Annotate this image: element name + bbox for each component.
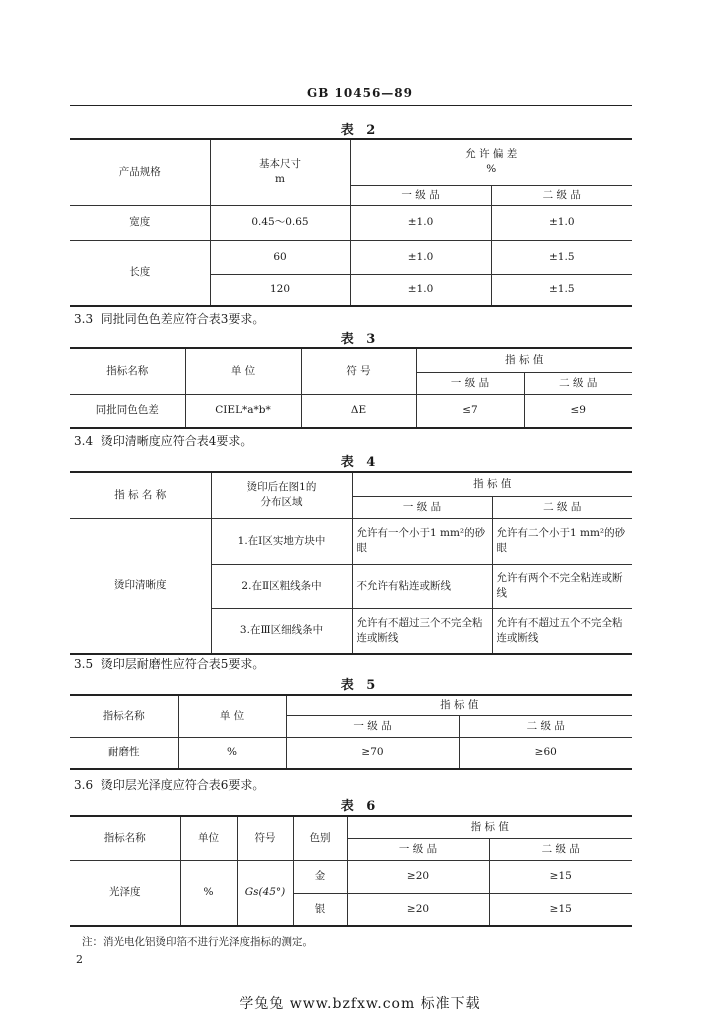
table2-cell: ±1.0 — [491, 205, 632, 240]
table5-header-value: 指 标 值 — [286, 695, 632, 715]
section-number: 3.4 — [74, 434, 94, 448]
table-row — [70, 737, 632, 769]
table5-cell: ≥70 — [286, 737, 459, 769]
table6-header-name: 指标名称 — [70, 816, 180, 860]
table2-header-spec: 产品规格 — [70, 139, 210, 205]
section-3-4 — [74, 432, 252, 449]
table4-cell: 允许有两个不完全粘连或断线 — [492, 564, 632, 608]
table4-header-grade2: 二 级 品 — [492, 496, 632, 518]
table5-header-unit: 单 位 — [178, 695, 286, 737]
table5-caption: 表 5 — [340, 678, 380, 693]
table6-caption: 表 6 — [340, 799, 380, 814]
table4-header-value: 指 标 值 — [352, 472, 632, 496]
table4-cell: 3.在Ⅲ区细线条中 — [211, 608, 352, 654]
section-text: 烫印层耐磨性应符合表5要求。 — [100, 657, 265, 671]
table4-cell: 2.在Ⅱ区粗线条中 — [211, 564, 352, 608]
table4-header-name: 指 标 名 称 — [70, 472, 211, 518]
table4-header-area-line1: 烫印后在图1的 — [246, 481, 317, 494]
table-row — [70, 518, 632, 564]
table4-cell: 允许有不超过三个不完全粘连或断线 — [352, 608, 492, 654]
table6-cell: ≥15 — [489, 860, 632, 893]
table5-cell: % — [178, 737, 286, 769]
table3-header-grade1: 一 级 品 — [416, 372, 524, 394]
table2-cell: 宽度 — [70, 205, 210, 240]
section-number: 3.3 — [74, 312, 94, 326]
table6-cell: 金 — [293, 860, 347, 893]
table4-header-area — [211, 472, 352, 518]
table4-cell: 不允许有粘连或断线 — [352, 564, 492, 608]
table4-caption: 表 4 — [340, 455, 380, 470]
table2-header-grade2: 二 级 品 — [491, 185, 632, 205]
table3-cell: CIEL*a*b* — [185, 394, 301, 428]
section-number: 3.6 — [74, 778, 94, 792]
section-text: 同批同色色差应符合表3要求。 — [100, 312, 265, 326]
standard-code-header: GB 10456—89 — [306, 86, 413, 100]
table2-cell: ±1.0 — [350, 240, 491, 274]
section-text: 烫印层光泽度应符合表6要求。 — [100, 778, 265, 792]
table-row — [70, 860, 632, 893]
table2-cell: ±1.0 — [350, 274, 491, 306]
table6-cell: ≥20 — [347, 893, 489, 926]
table3-caption: 表 3 — [340, 332, 380, 347]
table6-cell: ≥20 — [347, 860, 489, 893]
watermark-footer: 学兔兔 www.bzfxw.com 标准下载 — [239, 996, 481, 1012]
table3-cell: 同批同色色差 — [70, 394, 185, 428]
table2-header-tolerance — [350, 139, 632, 185]
table4-cell: 允许有不超过五个不完全粘连或断线 — [492, 608, 632, 654]
table6-header-symbol: 符号 — [237, 816, 293, 860]
table2-cell: ±1.0 — [350, 205, 491, 240]
table3-header-symbol: 符 号 — [301, 348, 416, 394]
section-3-5 — [74, 655, 264, 672]
table6-cell-name: 光泽度 — [70, 860, 180, 926]
table2-cell: ±1.5 — [491, 240, 632, 274]
table6-cell-symbol: Gs(45°) — [237, 860, 293, 926]
table4-header-area-line2: 分布区域 — [260, 496, 303, 509]
table3-header-name: 指标名称 — [70, 348, 185, 394]
table3-header-unit: 单 位 — [185, 348, 301, 394]
table6-note: 注：消光电化铝烫印箔不进行光泽度指标的测定。 — [82, 936, 313, 948]
table-row — [70, 394, 632, 428]
table5-header-name: 指标名称 — [70, 695, 178, 737]
table4-header-grade1: 一 级 品 — [352, 496, 492, 518]
table6-cell-unit: % — [180, 860, 237, 926]
table3-header-value: 指 标 值 — [416, 348, 632, 372]
table3-cell: ≤7 — [416, 394, 524, 428]
section-3-3 — [74, 310, 264, 327]
table3-header-grade2: 二 级 品 — [524, 372, 632, 394]
table2-cell: 120 — [210, 274, 350, 306]
table6-cell: 银 — [293, 893, 347, 926]
section-3-6 — [74, 776, 264, 793]
header-rule — [70, 105, 632, 106]
table2 — [70, 138, 632, 307]
table4-cell: 1.在Ⅰ区实地方块中 — [211, 518, 352, 564]
table3 — [70, 347, 632, 429]
table6-header-value: 指 标 值 — [347, 816, 632, 838]
table2-cell: ±1.5 — [491, 274, 632, 306]
table5-cell: ≥60 — [459, 737, 632, 769]
table4-cell-name: 烫印清晰度 — [70, 518, 211, 654]
table6-header-unit: 单位 — [180, 816, 237, 860]
table2-header-grade1: 一 级 品 — [350, 185, 491, 205]
table5-header-grade1: 一 级 品 — [286, 715, 459, 737]
table-row — [70, 240, 632, 274]
table2-header-size-unit: m — [275, 173, 285, 186]
table2-header-tolerance-label: 允 许 偏 差 — [465, 148, 518, 161]
table3-cell: ≤9 — [524, 394, 632, 428]
table5-cell: 耐磨性 — [70, 737, 178, 769]
table6-header-color: 色别 — [293, 816, 347, 860]
table2-caption: 表 2 — [340, 123, 380, 138]
table5 — [70, 694, 632, 770]
table2-header-size-label: 基本尺寸 — [259, 158, 301, 171]
table4 — [70, 471, 632, 655]
table2-cell: 长度 — [70, 240, 210, 306]
table2-header-tolerance-unit: % — [486, 163, 497, 176]
table6 — [70, 815, 632, 927]
page-number: 2 — [76, 953, 83, 966]
table6-header-grade1: 一 级 品 — [347, 838, 489, 860]
table2-header-size — [210, 139, 350, 205]
table3-cell: ΔE — [301, 394, 416, 428]
table4-cell: 允许有二个小于1 mm²的砂眼 — [492, 518, 632, 564]
section-number: 3.5 — [74, 657, 94, 671]
table6-cell: ≥15 — [489, 893, 632, 926]
table5-header-grade2: 二 级 品 — [459, 715, 632, 737]
table4-cell: 允许有一个小于1 mm²的砂眼 — [352, 518, 492, 564]
table2-cell: 60 — [210, 240, 350, 274]
table2-cell: 0.45～0.65 — [210, 205, 350, 240]
section-text: 烫印清晰度应符合表4要求。 — [100, 434, 253, 448]
table-row — [70, 205, 632, 240]
table6-header-grade2: 二 级 品 — [489, 838, 632, 860]
